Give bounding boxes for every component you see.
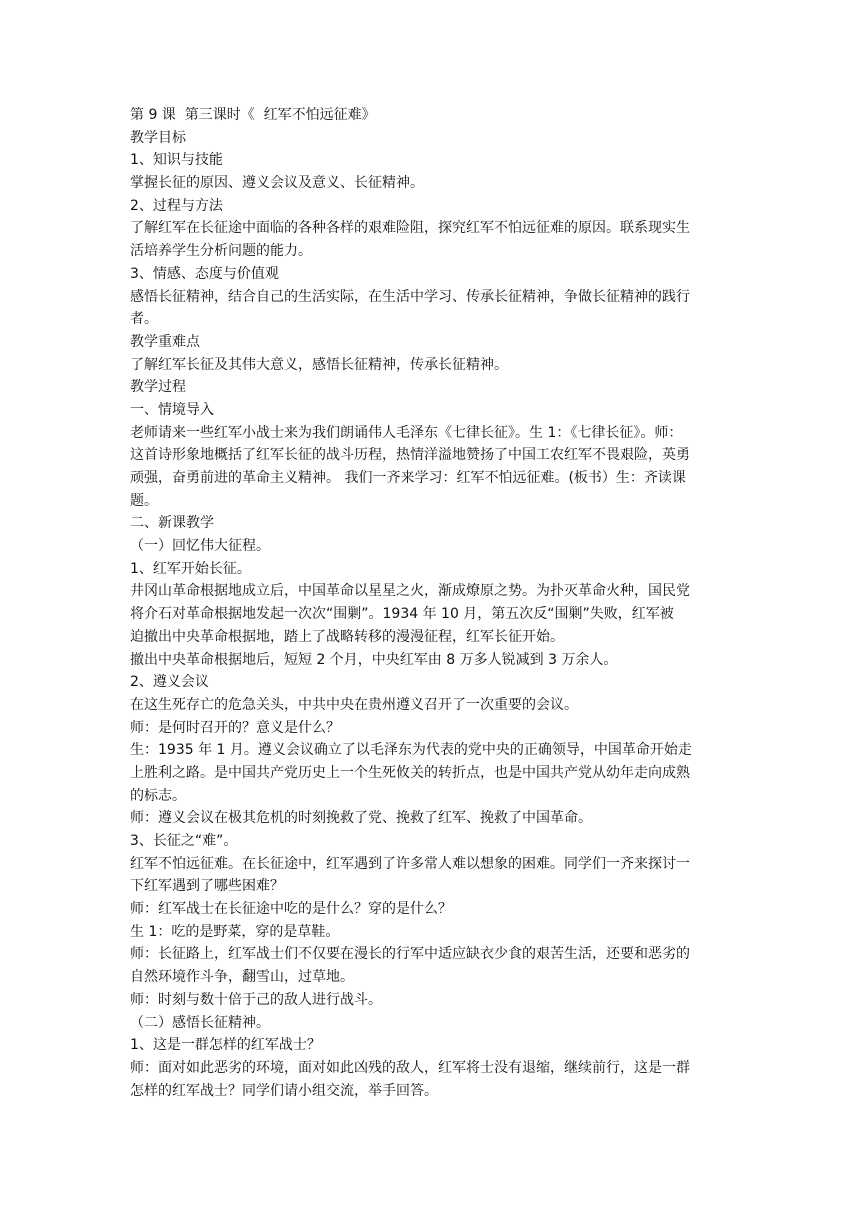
text-line: 师：遵义会议在极其危机的时刻挽救了党、挽救了红军、挽救了中国革命。 <box>130 810 592 827</box>
item-long-march-start: 1、红军开始长征。 <box>130 560 251 577</box>
text-line: 这首诗形象地概括了红军长征的战斗历程，热情洋溢地赞扬了中国工农红军不畏艰险，英勇 <box>130 447 690 464</box>
subheading-knowledge: 1、知识与技能 <box>130 152 223 169</box>
text-line: 上胜利之路。是中国共产党历史上一个生死攸关的转折点，也是中国共产党从幼年走向成熟 <box>130 764 690 781</box>
text-line: 师：红军战士在长征途中吃的是什么？穿的是什么？ <box>130 901 452 918</box>
text-line: 顽强，奋勇前进的革命主义精神。 我们一齐来学习：红军不怕远征难。(板书）生：齐读课 <box>130 470 686 486</box>
text-line: 撤出中央革命根据地后，短短 2 个月，中央红军由 8 万多人锐减到 3 万余人。 <box>130 651 618 668</box>
item-zunyi-meeting: 2、遵义会议 <box>130 674 209 691</box>
heading-teaching-process: 教学过程 <box>130 379 186 396</box>
text-line: 活培养学生分析问题的能力。 <box>130 243 312 260</box>
subsection-recall: （一）回忆伟大征程。 <box>130 538 270 555</box>
text-line: 红军不怕远征难。在长征途中，红军遇到了许多常人难以想象的困难。同学们一齐来探讨一 <box>130 855 690 872</box>
text-line: 师：时刻与数十倍于己的敌人进行战斗。 <box>130 991 382 1008</box>
text-line: 生：1935 年 1 月。遵义会议确立了以毛泽东为代表的党中央的正确领导，中国革命开始走 <box>130 742 692 759</box>
text-line: 老师请来一些红军小战士来为我们朗诵伟人毛泽东《七律长征》。生 1：《七律长征》。师： <box>130 424 683 441</box>
text-line: 了解红军长征及其伟大意义，感悟长征精神，传承长征精神。 <box>130 356 508 373</box>
section-new-lesson: 二、新课教学 <box>130 515 214 532</box>
text-line: 了解红军在长征途中面临的各种各样的艰难险阻，探究红军不怕远征难的原因。联系现实生 <box>130 220 690 237</box>
text-line: 感悟长征精神，结合自己的生活实际，在生活中学习、传承长征精神，争做长征精神的践行 <box>130 288 690 305</box>
text-line: 将介石对革命根据地发起一次次“围剿”。1934 年 10 月，第五次反“围剿”失败，红军被 <box>130 606 674 623</box>
subsection-spirit: （二）感悟长征精神。 <box>130 1014 270 1031</box>
text-line: 题。 <box>130 492 158 509</box>
heading-key-points: 教学重难点 <box>130 333 200 350</box>
text-line: 者。 <box>130 311 158 328</box>
text-line: 自然环境作斗争，翻雪山，过草地。 <box>130 969 354 986</box>
text-line: 师：是何时召开的？意义是什么？ <box>130 719 340 736</box>
text-line: 下红军遇到了哪些困难？ <box>130 878 284 895</box>
heading-teaching-goals: 教学目标 <box>130 129 186 146</box>
document-page <box>130 104 735 1102</box>
text-line: 师：长征路上，红军战士们不仅要在漫长的行军中适应缺衣少食的艰苦生活，还要和恶劣的 <box>130 946 690 963</box>
item-difficulties: 3、长征之“难”。 <box>130 833 238 849</box>
text-line: 怎样的红军战士？同学们请小组交流，举手回答。 <box>130 1082 438 1099</box>
subheading-emotion: 3、情感、态度与价值观 <box>130 265 279 282</box>
text-line: 师：面对如此恶劣的环境，面对如此凶残的敌人，红军将士没有退缩，继续前行，这是一群 <box>130 1059 690 1076</box>
subheading-process: 2、过程与方法 <box>130 197 223 214</box>
text-line: 井冈山革命根据地成立后，中国革命以星星之火，渐成燎原之势。为扑灭革命火种，国民党 <box>130 583 690 600</box>
text-line: 生 1：吃的是野菜，穿的是草鞋。 <box>130 923 340 940</box>
text-line: 的标志。 <box>130 787 186 804</box>
text-line: 在这生死存亡的危急关头，中共中央在贵州遵义召开了一次重要的会议。 <box>130 696 578 713</box>
text-line: 掌握长征的原因、遵义会议及意义、长征精神。 <box>130 175 424 192</box>
lesson-title: 第 9 课 第三课时《 红军不怕远征难》 <box>130 107 376 123</box>
section-intro: 一、情境导入 <box>130 401 214 418</box>
item-what-soldiers: 1、这是一群怎样的红军战士？ <box>130 1037 321 1054</box>
text-line: 迫撤出中央革命根据地，踏上了战略转移的漫漫征程，红军长征开始。 <box>130 628 564 645</box>
